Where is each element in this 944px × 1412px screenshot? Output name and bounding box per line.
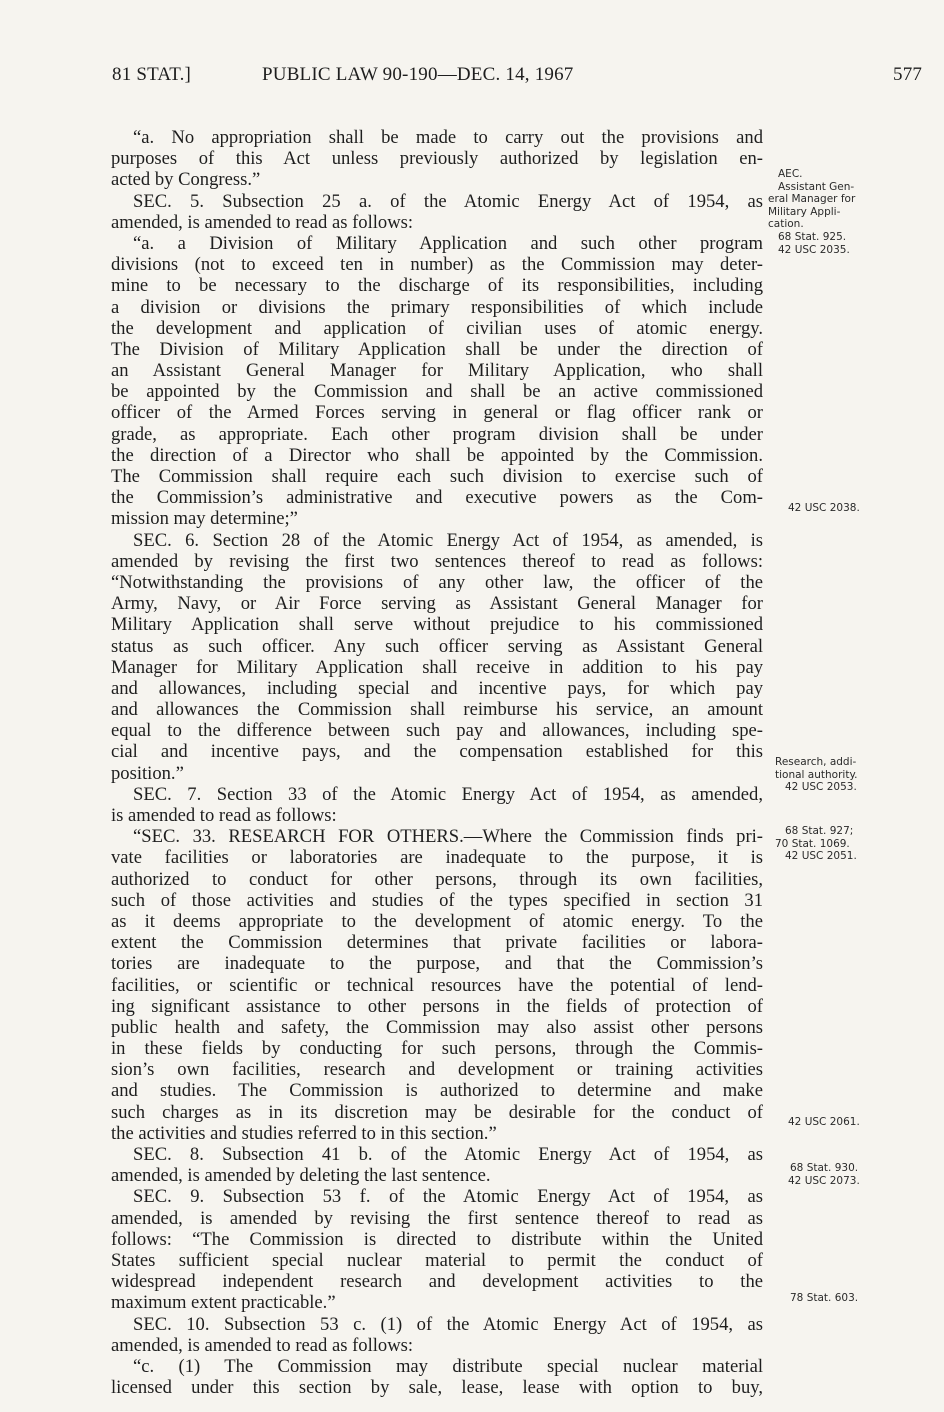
text-line: “a. No appropriation shall be made to carry out the provisions and (133, 127, 763, 148)
text-line: amended, is amended to read as follows: (111, 1334, 414, 1356)
text-line: public health and safety, the Commission may also assist other persons (111, 1016, 763, 1038)
text-line: SEC. 8. Subsection 41 b. of the Atomic Energy Act of 1954, as (133, 1144, 763, 1165)
margin-note-line: Military Appli- (768, 205, 841, 218)
text-line: widespread independent research and development activities to the (111, 1271, 763, 1293)
text-line: the activities and studies referred to in this section.” (111, 1122, 497, 1144)
text-line: equal to the difference between such pay and allowances, including spe- (111, 720, 763, 742)
text-line: SEC. 7. Section 33 of the Atomic Energy Act of 1954, as amended, (133, 783, 763, 805)
margin-note-line: 68 Stat. 927; (785, 825, 854, 837)
text-line: “SEC. 33. RESEARCH FOR OTHERS.—Where the Commission finds pri- (133, 826, 763, 848)
text-line: in these fields by conducting for such persons, through the Commis- (111, 1038, 763, 1060)
paragraph (111, 784, 763, 826)
margin-note-line: 42 USC 2053. (785, 781, 857, 794)
text-line: a division or divisions the primary responsibilities of which include (111, 296, 763, 318)
paragraph (111, 1144, 763, 1186)
text-line: officer of the Armed Forces serving in general or flag officer rank or (111, 402, 763, 424)
paragraph (111, 191, 763, 233)
margin-note-line: eral Manager for (768, 193, 856, 206)
text-line: SEC. 6. Section 28 of the Atomic Energy Act of 1954, as amended, is (133, 529, 763, 551)
text-line: Manager for Military Application shall receive in addition to his pay (111, 656, 763, 678)
margin-note (788, 1162, 944, 1187)
margin-note-line: Assistant Gen- (778, 180, 855, 193)
text-line: status as such officer. Any such officer serving as Assistant General (111, 635, 763, 657)
paragraph (111, 1356, 763, 1398)
page-number: 577 (893, 64, 923, 85)
text-line: such charges as in its discretion may be desirable for the conduct of (111, 1101, 763, 1123)
text-line: position.” (111, 762, 184, 784)
margin-note (790, 1292, 944, 1305)
margin-note (775, 756, 944, 794)
text-line: “Notwithstanding the provisions of any other law, the officer of the (111, 571, 763, 593)
margin-note-line: 68 Stat. 930. (790, 1162, 859, 1174)
text-line: “a. a Division of Military Application and such other program (133, 232, 763, 254)
text-line: authorized to conduct for other persons, through its own facilities, (111, 868, 763, 890)
text-line: and allowances the Commission shall reimburse his service, an amount (111, 699, 763, 721)
text-line: “c. (1) The Commission may distribute special nuclear material (133, 1355, 763, 1377)
text-line: the Commission’s administrative and executive powers as the Com- (111, 487, 763, 509)
margin-note-line: 42 USC 2061. (788, 1116, 860, 1128)
text-line: facilities, or scientific or technical resources have the potential of lend- (111, 974, 763, 996)
text-line: amended, is amended to read as follows: (111, 211, 414, 233)
main-text-column (111, 127, 763, 1398)
header-stat-reference: 81 STAT.] (112, 64, 192, 85)
text-line: The Division of Military Application shall be under the direction of (111, 338, 763, 360)
text-line: the development and application of civilian uses of atomic energy. (111, 317, 763, 339)
paragraph (111, 1314, 763, 1356)
margin-note-line: AEC. (778, 168, 803, 180)
text-line: amended, is amended by deleting the last sentence. (111, 1165, 491, 1187)
text-line: SEC. 5. Subsection 25 a. of the Atomic Energy Act of 1954, as (133, 190, 763, 212)
paragraph (111, 1186, 763, 1313)
text-line: cial and incentive pays, and the compensation established for this (111, 741, 763, 763)
margin-note (788, 1116, 944, 1129)
margin-note-line: 42 USC 2051. (785, 850, 857, 863)
text-line: extent the Commission determines that private facilities or labora- (111, 932, 763, 954)
margin-note-line: 78 Stat. 603. (790, 1292, 859, 1304)
margin-note (788, 502, 944, 515)
header-title: PUBLIC LAW 90-190—DEC. 14, 1967 (262, 64, 574, 85)
text-line: and allowances, including special and incentive pays, for which pay (111, 677, 763, 699)
text-line: ing significant assistance to other persons in the fields of protection of (111, 995, 763, 1017)
text-line: be appointed by the Commission and shall be an active commissioned (111, 381, 763, 403)
text-line: States sufficient special nuclear material to permit the conduct of (111, 1249, 763, 1271)
text-line: mission may determine;” (111, 508, 298, 530)
margin-note-line: 42 USC 2038. (788, 502, 860, 514)
paragraph (111, 530, 763, 784)
margin-note-line: 42 USC 2073. (788, 1174, 860, 1187)
text-line: amended by revising the first two sentences thereof to read as follows: (111, 550, 763, 572)
margin-note (768, 168, 938, 256)
text-line: licensed under this section by sale, lease, lease with option to buy, (111, 1377, 763, 1399)
margin-note-line: cation. (768, 218, 804, 231)
margin-note-line: 42 USC 2035. (778, 243, 850, 256)
text-line: vate facilities or laboratories are inadequate to the purpose, it is (111, 847, 763, 869)
text-line: tories are inadequate to the purpose, and that the Commission’s (111, 953, 763, 975)
paragraph (111, 127, 763, 191)
text-line: Army, Navy, or Air Force serving as Assistant General Manager for (111, 593, 763, 615)
text-line: the direction of a Director who shall be appointed by the Commission. (111, 444, 763, 466)
margin-note-line: 70 Stat. 1069. (775, 837, 850, 850)
text-line: purposes of this Act unless previously authorized by legislation en- (111, 148, 763, 170)
margin-note (775, 825, 944, 863)
text-line: The Commission shall require each such division to exercise such of (111, 466, 763, 487)
text-line: divisions (not to exceed ten in number) as the Commission may deter- (111, 254, 763, 276)
text-line: maximum extent practicable.” (111, 1292, 336, 1314)
text-line: is amended to read as follows: (111, 805, 337, 826)
text-line: Military Application shall serve without prejudice to his commissioned (111, 614, 763, 636)
margin-note-line: tional authority. (775, 768, 858, 781)
margin-note-line: 68 Stat. 925. (778, 230, 847, 243)
paragraph (111, 826, 763, 1144)
text-line: mine to be necessary to the discharge of its responsibilities, including (111, 275, 763, 297)
text-line: acted by Congress.” (111, 169, 261, 191)
text-line: SEC. 10. Subsection 53 c. (1) of the Atomic Energy Act of 1954, as (133, 1313, 763, 1335)
text-line: as it deems appropriate to the development of atomic energy. To the (111, 910, 763, 932)
text-line: SEC. 9. Subsection 53 f. of the Atomic Energy Act of 1954, as (133, 1186, 763, 1208)
text-line: and studies. The Commission is authorized to determine and make (111, 1080, 763, 1102)
margin-note-line: Research, addi- (775, 756, 857, 768)
text-line: such of those activities and studies of the types specified in section 31 (111, 889, 763, 911)
text-line: amended, is amended by revising the first sentence thereof to read as (111, 1207, 763, 1229)
text-line: grade, as appropriate. Each other program division shall be under (111, 423, 763, 445)
paragraph (111, 233, 763, 530)
text-line: an Assistant General Manager for Military Application, who shall (111, 360, 763, 382)
text-line: sion’s own facilities, research and development or training activities (111, 1059, 763, 1081)
text-line: follows: “The Commission is directed to distribute within the United (111, 1228, 763, 1250)
